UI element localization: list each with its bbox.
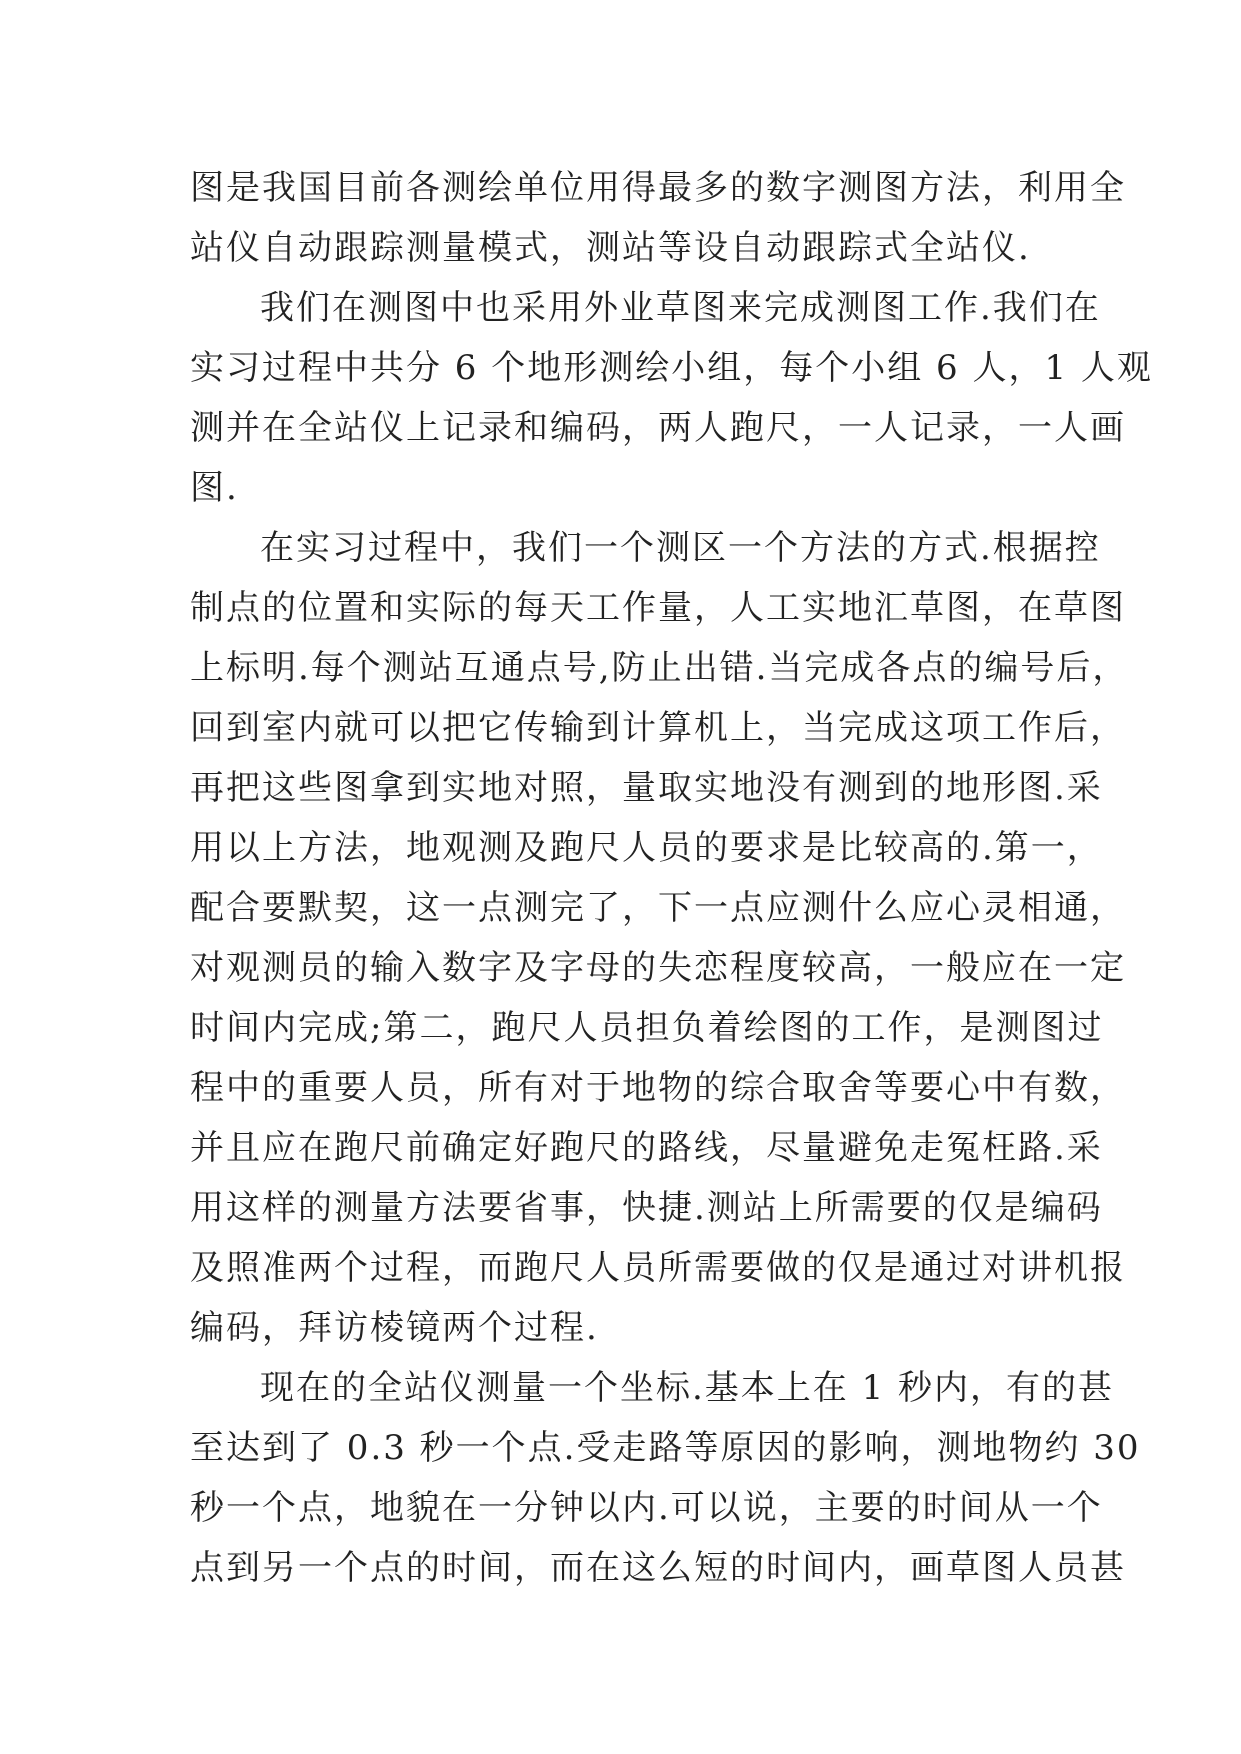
document-body — [190, 158, 1153, 1598]
text-line: 上标明.每个测站互通点号,防止出错.当完成各点的编号后， — [190, 648, 1129, 688]
paragraph-4 — [190, 1358, 1141, 1598]
text-line: 制点的位置和实际的每天工作量，人工实地汇草图，在草图 — [190, 588, 1126, 628]
paragraph-2 — [190, 278, 1153, 518]
text-line: 测并在全站仪上记录和编码，两人跑尺，一人记录，一人画 — [190, 408, 1126, 448]
text-line: 配合要默契，这一点测完了，下一点应测什么应心灵相通， — [190, 888, 1126, 928]
text-line: 秒一个点，地貌在一分钟以内.可以说，主要的时间从一个 — [190, 1488, 1103, 1528]
text-line: 再把这些图拿到实地对照，量取实地没有测到的地形图.采 — [190, 768, 1103, 808]
text-line: 站仪自动跟踪测量模式，测站等设自动跟踪式全站仪. — [190, 228, 1031, 268]
text-line: 我们在测图中也采用外业草图来完成测图工作.我们在 — [260, 288, 1101, 328]
text-line: 至达到了 0.3 秒一个点.受走路等原因的影响，测地物约 30 — [190, 1428, 1141, 1468]
text-line: 用这样的测量方法要省事，快捷.测站上所需要的仅是编码 — [190, 1188, 1103, 1228]
text-line: 现在的全站仪测量一个坐标.基本上在 1 秒内，有的甚 — [260, 1368, 1115, 1408]
text-line: 并且应在跑尺前确定好跑尺的路线，尽量避免走冤枉路.采 — [190, 1128, 1103, 1168]
text-line: 用以上方法，地观测及跑尺人员的要求是比较高的.第一， — [190, 828, 1103, 868]
text-line: 对观测员的输入数字及字母的失恋程度较高，一般应在一定 — [190, 948, 1126, 988]
text-line: 时间内完成;第二，跑尺人员担负着绘图的工作，是测图过 — [190, 1008, 1104, 1048]
paragraph-1 — [190, 158, 1126, 278]
text-line: 编码，拜访棱镜两个过程. — [190, 1308, 599, 1348]
text-line: 图是我国目前各测绘单位用得最多的数字测图方法，利用全 — [190, 168, 1126, 208]
paragraph-3 — [190, 518, 1129, 1358]
text-line: 在实习过程中，我们一个测区一个方法的方式.根据控 — [260, 528, 1101, 568]
text-line: 及照准两个过程，而跑尺人员所需要做的仅是通过对讲机报 — [190, 1248, 1126, 1288]
text-line: 程中的重要人员，所有对于地物的综合取舍等要心中有数， — [190, 1068, 1126, 1108]
text-line: 图. — [190, 468, 239, 508]
text-line: 回到室内就可以把它传输到计算机上，当完成这项工作后， — [190, 708, 1126, 748]
text-line: 实习过程中共分 6 个地形测绘小组，每个小组 6 人，1 人观 — [190, 348, 1153, 388]
text-line: 点到另一个点的时间，而在这么短的时间内，画草图人员甚 — [190, 1548, 1126, 1588]
